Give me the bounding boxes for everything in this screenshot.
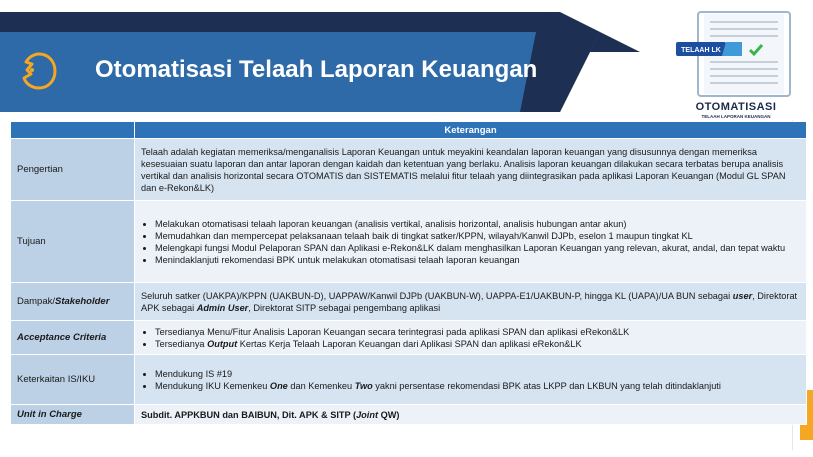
row-acceptance bbox=[11, 321, 807, 355]
table-header-row bbox=[11, 122, 807, 139]
keterangan-table bbox=[10, 121, 807, 425]
text-span: Subdit. APPKBUN dan BAIBUN, Dit. APK & SITP ( bbox=[141, 409, 357, 420]
row-label: Pengertian bbox=[11, 139, 135, 201]
text-emphasis: Output bbox=[207, 338, 238, 349]
row-content: Telaah adalah kegiatan memeriksa/menganalisis Laporan Keuangan untuk meyakini keandalan laporan keuangan yang disusunnya dengan memeriksa kesesuaian suatu laporan dan antar laporan dengan kaidah dan ketentuan yang berlaku. Analisis laporan keuangan dilakukan secara terbatas berupa analisis vertikal dan analisis horizontal secara OTOMATIS dan SISTEMATIS melalui fitur telaah yang diintegrasikan pada aplikasi Laporan Keuangan (Modul GL SPAN dan e-Rekon&LK) bbox=[135, 139, 807, 201]
text-span: Tersedianya bbox=[155, 338, 208, 349]
badge-tag: TELAAH LK bbox=[681, 47, 721, 54]
row-label: Keterkaitan IS/IKU bbox=[11, 355, 135, 405]
list-item: • Menindaklanjuti rekomendasi BPK untuk melakukan otomatisasi telaah laporan keuangan bbox=[155, 254, 800, 266]
row-label: Acceptance Criteria bbox=[11, 321, 135, 355]
acceptance-list bbox=[141, 326, 800, 350]
text-span: , Direktorat SITP sebagai pengembang aplikasi bbox=[248, 302, 441, 313]
row-dampak bbox=[11, 283, 807, 321]
label-italic: Stakeholder bbox=[55, 296, 110, 307]
otomatisasi-badge bbox=[672, 8, 790, 120]
header-keterangan: Keterangan bbox=[135, 122, 807, 139]
text-span: , Direktorat APK sebagai bbox=[141, 290, 798, 313]
list-item: • Melengkapi fungsi Modul Pelaporan SPAN dan Aplikasi e-Rekon&LK dalam menghasilkan Laporan Keuangan yang relevan, akurat, andal, dan tepat waktu bbox=[155, 242, 800, 254]
brand-logo-icon bbox=[18, 50, 60, 92]
header-blank-cell bbox=[11, 122, 135, 139]
row-content bbox=[135, 283, 807, 321]
row-content bbox=[135, 405, 807, 425]
text-span: QW) bbox=[378, 409, 400, 420]
row-pengertian bbox=[11, 139, 807, 201]
row-keterkaitan bbox=[11, 355, 807, 405]
list-item: • Mendukung IS #19 bbox=[155, 368, 800, 380]
text-span: yakni persentase rekomendasi BPK atas LKPP dan LKBUN yang telah ditindaklanjuti bbox=[372, 380, 721, 391]
row-content bbox=[135, 321, 807, 355]
text-emphasis: Admin User bbox=[196, 302, 249, 313]
list-item bbox=[155, 338, 800, 350]
row-label bbox=[11, 283, 135, 321]
text-span: dan Kemenkeu bbox=[287, 380, 355, 391]
row-tujuan bbox=[11, 201, 807, 283]
list-item bbox=[155, 380, 800, 392]
row-unit bbox=[11, 405, 807, 425]
text-emphasis: Joint bbox=[356, 409, 379, 420]
row-content bbox=[135, 355, 807, 405]
label-plain: Dampak/ bbox=[17, 296, 56, 307]
document-checklist-icon bbox=[672, 8, 800, 100]
list-item: • Memudahkan dan mempercepat pelaksanaan telaah baik di tingkat satker/KPPN, wilayah/Kanwil DJPb, eselon 1 maupun tingkat KL bbox=[155, 230, 800, 242]
badge-label: OTOMATISASI bbox=[695, 101, 777, 113]
keterkaitan-list bbox=[141, 368, 800, 392]
text-emphasis: user bbox=[732, 290, 753, 301]
row-label: Unit in Charge bbox=[11, 405, 135, 425]
text-emphasis: One bbox=[269, 380, 288, 391]
list-item: • Tersedianya Menu/Fitur Analisis Laporan Keuangan secara terintegrasi pada aplikasi SPAN dan aplikasi eRekon&LK bbox=[155, 326, 800, 338]
page-title: Otomatisasi Telaah Laporan Keuangan bbox=[95, 56, 538, 83]
row-content bbox=[135, 201, 807, 283]
text-span: Seluruh satker (UAKPA)/KPPN (UAKBUN-D), UAPPAW/Kanwil DJPb (UAKBUN-W), UAPPA-E1/UAKBUN-P, hingga KL (UAPA)/UA BUN sebagai bbox=[141, 290, 733, 301]
text-emphasis: Two bbox=[354, 380, 373, 391]
badge-sublabel: TELAAH LAPORAN KEUANGAN bbox=[701, 114, 771, 119]
text-span: Mendukung IKU Kemenkeu bbox=[155, 380, 270, 391]
row-label: Tujuan bbox=[11, 201, 135, 283]
list-item: • Melakukan otomatisasi telaah laporan keuangan (analisis vertikal, analisis horizontal, analisis hubungan antar akun) bbox=[155, 218, 800, 230]
text-span: Kertas Kerja Telaah Laporan Keuangan dari Aplikasi SPAN dan aplikasi eRekon&LK bbox=[237, 338, 582, 349]
tujuan-list bbox=[141, 218, 800, 266]
